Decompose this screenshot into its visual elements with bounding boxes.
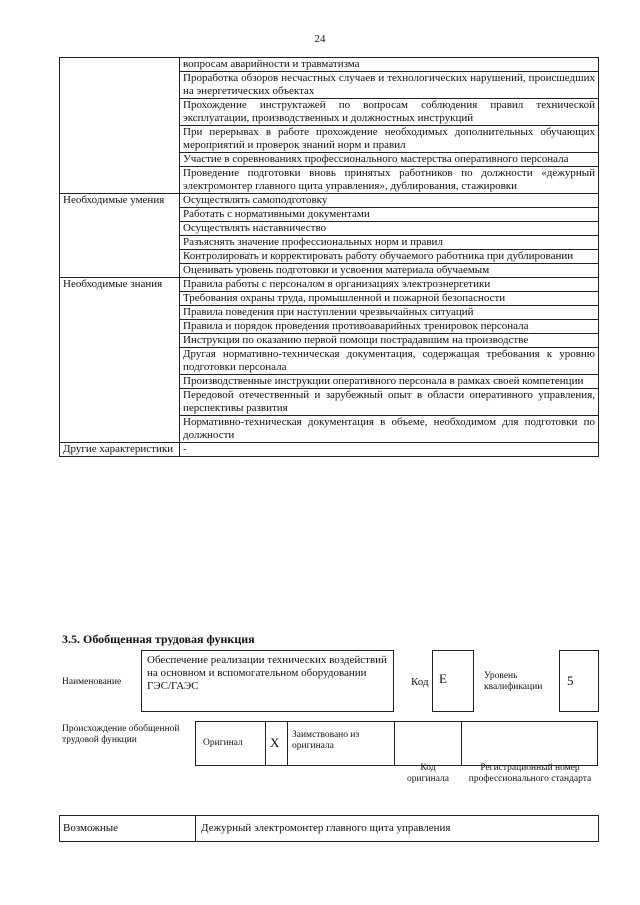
name-label: Наименование	[62, 677, 122, 687]
competency-table	[59, 57, 599, 457]
row-item-text: Правила поведения при наступлении чрезвычайных ситуаций	[180, 306, 599, 320]
row-item-text: При перерывах в работе прохождение необходимых дополнительных обучающих мероприятий и проверок знаний норм и правил	[180, 126, 599, 153]
code-label: Код	[411, 676, 429, 688]
original-mark: X	[270, 735, 280, 750]
code-value: E	[432, 650, 474, 712]
row-item-text: Нормативно-техническая документация в объеме, необходимом для подготовки по должности	[180, 416, 599, 443]
row-item-text: Инструкция по оказанию первой помощи пострадавшим на производстве	[180, 334, 599, 348]
row-item-text: -	[180, 443, 599, 457]
page-number: 24	[314, 33, 326, 45]
table-row	[60, 443, 599, 457]
borrowed-label: Заимствовано из оригинала	[292, 730, 360, 751]
origin-divider	[265, 721, 266, 766]
origin-divider	[287, 721, 288, 766]
row-item-text: Правила и порядок проведения противоаварийных тренировок персонала	[180, 320, 599, 334]
row-item-text: Требования охраны труда, промышленной и пожарной безопасности	[180, 292, 599, 306]
row-category-label: Необходимые умения	[60, 194, 180, 278]
origin-label: Происхождение обобщенной трудовой функции	[62, 724, 180, 745]
row-item-text: Осуществлять самоподготовку	[180, 194, 599, 208]
origin-grid	[195, 721, 598, 766]
table-row	[60, 278, 599, 292]
row-item-text: Разъяснять значение профессиональных норм и правил	[180, 236, 599, 250]
row-item-text: Контролировать и корректировать работу обучаемого работника при дублировании	[180, 250, 599, 264]
row-item-text: Правила работы с персоналом в организациях электроэнергетики	[180, 278, 599, 292]
origin-divider	[461, 721, 462, 766]
row-item-text: вопросам аварийности и травматизма	[180, 58, 599, 72]
row-item-text: Работать с нормативными документами	[180, 208, 599, 222]
row-item-text: Оценивать уровень подготовки и усвоения материала обучаемым	[180, 264, 599, 278]
table-row	[60, 58, 599, 72]
row-item-text: Передовой отечественный и зарубежный опыт в области оперативного управления, перспективы развития	[180, 389, 599, 416]
name-value: Обеспечение реализации технических воздействий на основном и вспомогательном оборудовании ГЭС/ГАЭС	[141, 650, 394, 712]
level-label: Уровень квалификации	[484, 671, 543, 692]
original-label: Оригинал	[203, 738, 243, 748]
row-category-label: Необходимые знания	[60, 278, 180, 443]
row-item-text: Прохождение инструктажей по вопросам соблюдения правил технической эксплуатации, производственных и должностных инструкций	[180, 99, 599, 126]
row-item-text: Проработка обзоров несчастных случаев и технологических нарушений, происшедших на энергетических объектах	[180, 72, 599, 99]
possible-label: Возможные	[63, 822, 118, 834]
table-row	[60, 194, 599, 208]
origin-divider	[394, 721, 395, 766]
reg-number-label: Регистрационный номер профессионального стандарта	[468, 763, 592, 784]
possible-value: Дежурный электромонтер главного щита управления	[201, 822, 451, 834]
row-category-label	[60, 58, 180, 194]
row-item-text: Осуществлять наставничество	[180, 222, 599, 236]
row-item-text: Участие в соревнованиях профессионального мастерства оперативного персонала	[180, 153, 599, 167]
origin-code-label: Код оригинала	[407, 763, 449, 784]
row-item-text: Другая нормативно-техническая документация, содержащая требования к уровню подготовки персонала	[180, 348, 599, 375]
possible-divider	[195, 815, 196, 842]
row-item-text: Производственные инструкции оперативного персонала в рамках своей компетенции	[180, 375, 599, 389]
level-value: 5	[559, 650, 599, 712]
section-title: 3.5. Обобщенная трудовая функция	[62, 632, 255, 646]
row-item-text: Проведение подготовки вновь принятых работников по должности «дежурный электромонтер главного щита управления», дублирования, стажировки	[180, 167, 599, 194]
row-category-label: Другие характеристики	[60, 443, 180, 457]
